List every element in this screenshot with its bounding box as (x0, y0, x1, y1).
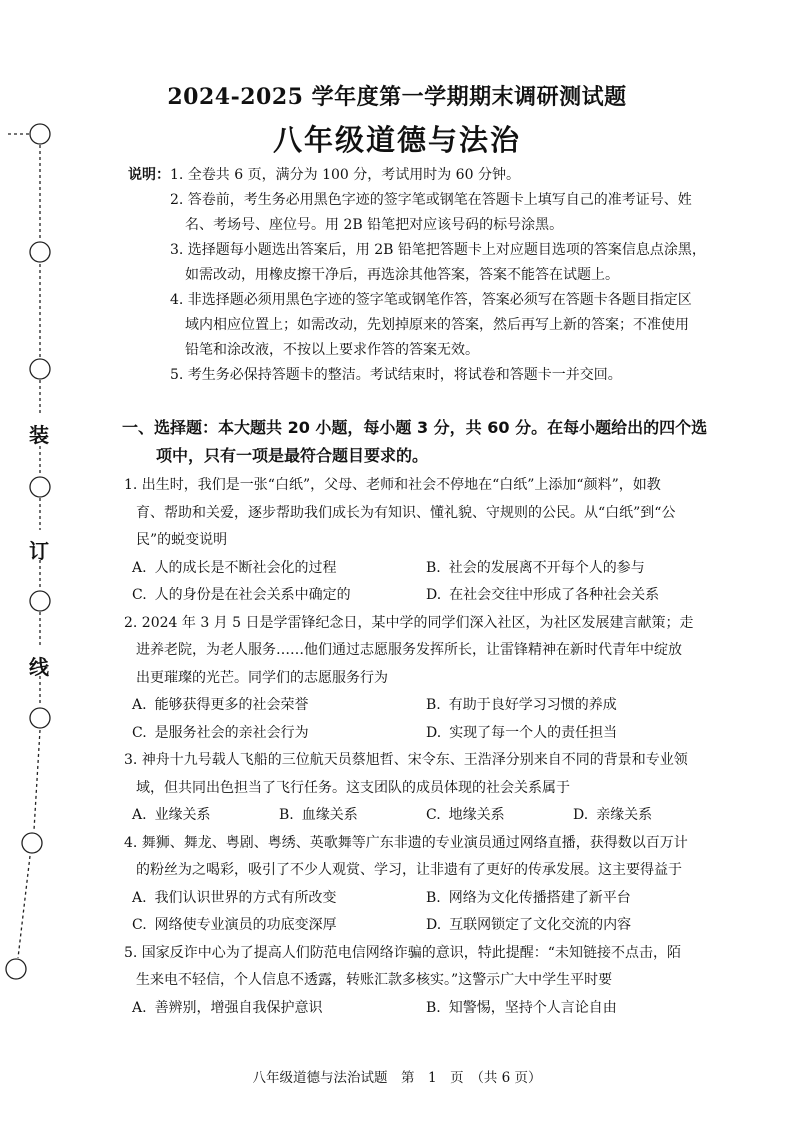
page-footer: 八年级道德与法治试题 第 1 页 （共 6 页） (252, 1070, 542, 1086)
exam-title: 2024-2025 学年度第一学期期末调研测试题 (167, 84, 627, 110)
question-stem: 3. 神舟十九号载人飞船的三位航天员蔡旭哲、宋令东、王浩泽分别来自不同的背景和专业领 域，但共同出色担当了飞行任务。这支团队的成员体现的社会关系属于 (124, 752, 688, 796)
question-1 (112, 472, 720, 610)
option-list (112, 802, 720, 830)
option-d: D. 在社会交往中形成了各种社会关系 (426, 587, 660, 603)
question-stem: 4. 舞狮、舞龙、粤剧、粤绣、英歌舞等广东非遗的专业演员通过网络直播，获得数以百万计 的粉丝为之喝彩，吸引了不少人观赏、学习，让非遗有了更好的传承发展。这主要得益于 (124, 834, 688, 878)
instruction-item: 4. 非选择题必须用黑色字迹的签字笔或钢笔作答，答案必须写在答题卡各题目指定区 (170, 292, 692, 308)
option-b: B. 社会的发展离不开每个人的参与 (426, 559, 645, 576)
subject-title: 八年级道德与法治 (272, 123, 521, 157)
option-list (112, 555, 720, 610)
option-b: B. 有助于良好学习习惯的养成 (426, 697, 617, 713)
binding-char-zhuang: 装 (29, 423, 49, 447)
option-c: C. 地缘关系 (426, 807, 505, 823)
section-heading: 一、选择题：本大题共 20 小题，每小题 3 分，共 60 分。在每小题给出的四个选 项中，只有一项是最符合题目要求的。 (122, 418, 708, 465)
instruction-item: 名、考场号、座位号。用 2B 铅笔把对应该号码的标号涂黑。 (185, 217, 564, 233)
instruction-item: 铅笔和涂改液，不按以上要求作答的答案无效。 (185, 342, 479, 358)
option-d: D. 互联网锁定了文化交流的内容 (426, 917, 632, 933)
question-stem: 5. 国家反诈中心为了提高人们防范电信网络诈骗的意识，特此提醒：“未知链接不点击，陌 生来电不轻信，个人信息不透露，转账汇款多核实。”这警示广大中学生平时要 (124, 944, 681, 988)
question-list (112, 472, 720, 1022)
question-4 (112, 830, 720, 940)
option-d: D. 亲缘关系 (573, 807, 653, 823)
instruction-item: 3. 选择题每小题选出答案后，用 2B 铅笔把答题卡上对应题目选项的答案信息点涂黑， (170, 242, 706, 258)
option-c: C. 人的身份是在社会关系中确定的 (132, 587, 351, 603)
option-a: A. 能够获得更多的社会荣誉 (132, 697, 309, 713)
question-5 (112, 940, 720, 1023)
question-stem: 2. 2024 年 3 月 5 日是学雷锋纪念日，某中学的同学们深入社区，为社区发展建言献策；走 进养老院，为老人服务……他们通过志愿服务发挥所长，让雷锋精神在新时代青年中绽放 出更璀璨的光芒。同学们的志愿服务行为 (124, 614, 694, 686)
question-2 (112, 610, 720, 748)
option-a: A. 人的成长是不断社会化的过程 (132, 559, 337, 576)
question-3 (112, 747, 720, 830)
option-d: D. 实现了每一个人的责任担当 (426, 724, 618, 741)
option-a: A. 善辨别，增强自我保护意识 (132, 999, 323, 1016)
question-stem: 1. 出生时，我们是一张“白纸”，父母、老师和社会不停地在“白纸”上添加“颜料”，如教 育、帮助和关爱，逐步帮助我们成长为有知识、懂礼貌、守规则的公民。从“白纸”到“公 民”的蜕变说明 (124, 477, 676, 548)
option-c: C. 是服务社会的亲社会行为 (132, 724, 309, 741)
instruction-item: 5. 考生务必保持答题卡的整洁。考试结束时，将试卷和答题卡一并交回。 (170, 367, 622, 383)
option-a: A. 我们认识世界的方式有所改变 (132, 889, 337, 906)
instruction-item: 说明： 1. 全卷共 6 页，满分为 100 分，考试用时为 60 分钟。 (128, 163, 718, 188)
binding-char-ding: 订 (29, 539, 49, 563)
option-list (112, 885, 720, 940)
binding-char-xian: 线 (29, 655, 49, 679)
option-b: B. 知警惕，坚持个人言论自由 (426, 999, 617, 1016)
option-b: B. 血缘关系 (279, 807, 358, 823)
option-list (112, 692, 720, 747)
binding-margin (0, 0, 80, 1124)
option-list (112, 995, 720, 1023)
instruction-item: 2. 答卷前，考生务必用黑色字迹的签字笔或钢笔在答题卡上填写自己的准考证号、姓 (170, 192, 692, 208)
instruction-item: 如需改动，用橡皮擦干净后，再选涂其他答案，答案不能答在试题上。 (185, 267, 619, 283)
option-a: A. 业缘关系 (132, 807, 211, 823)
option-b: B. 网络为文化传播搭建了新平台 (426, 889, 631, 906)
option-c: C. 网络使专业演员的功底变深厚 (132, 917, 337, 933)
instructions-label: 说明： (128, 167, 170, 183)
instruction-item: 域内相应位置上；如需改动，先划掉原来的答案，然后再写上新的答案；不准使用 (185, 317, 689, 333)
instructions (128, 163, 718, 388)
